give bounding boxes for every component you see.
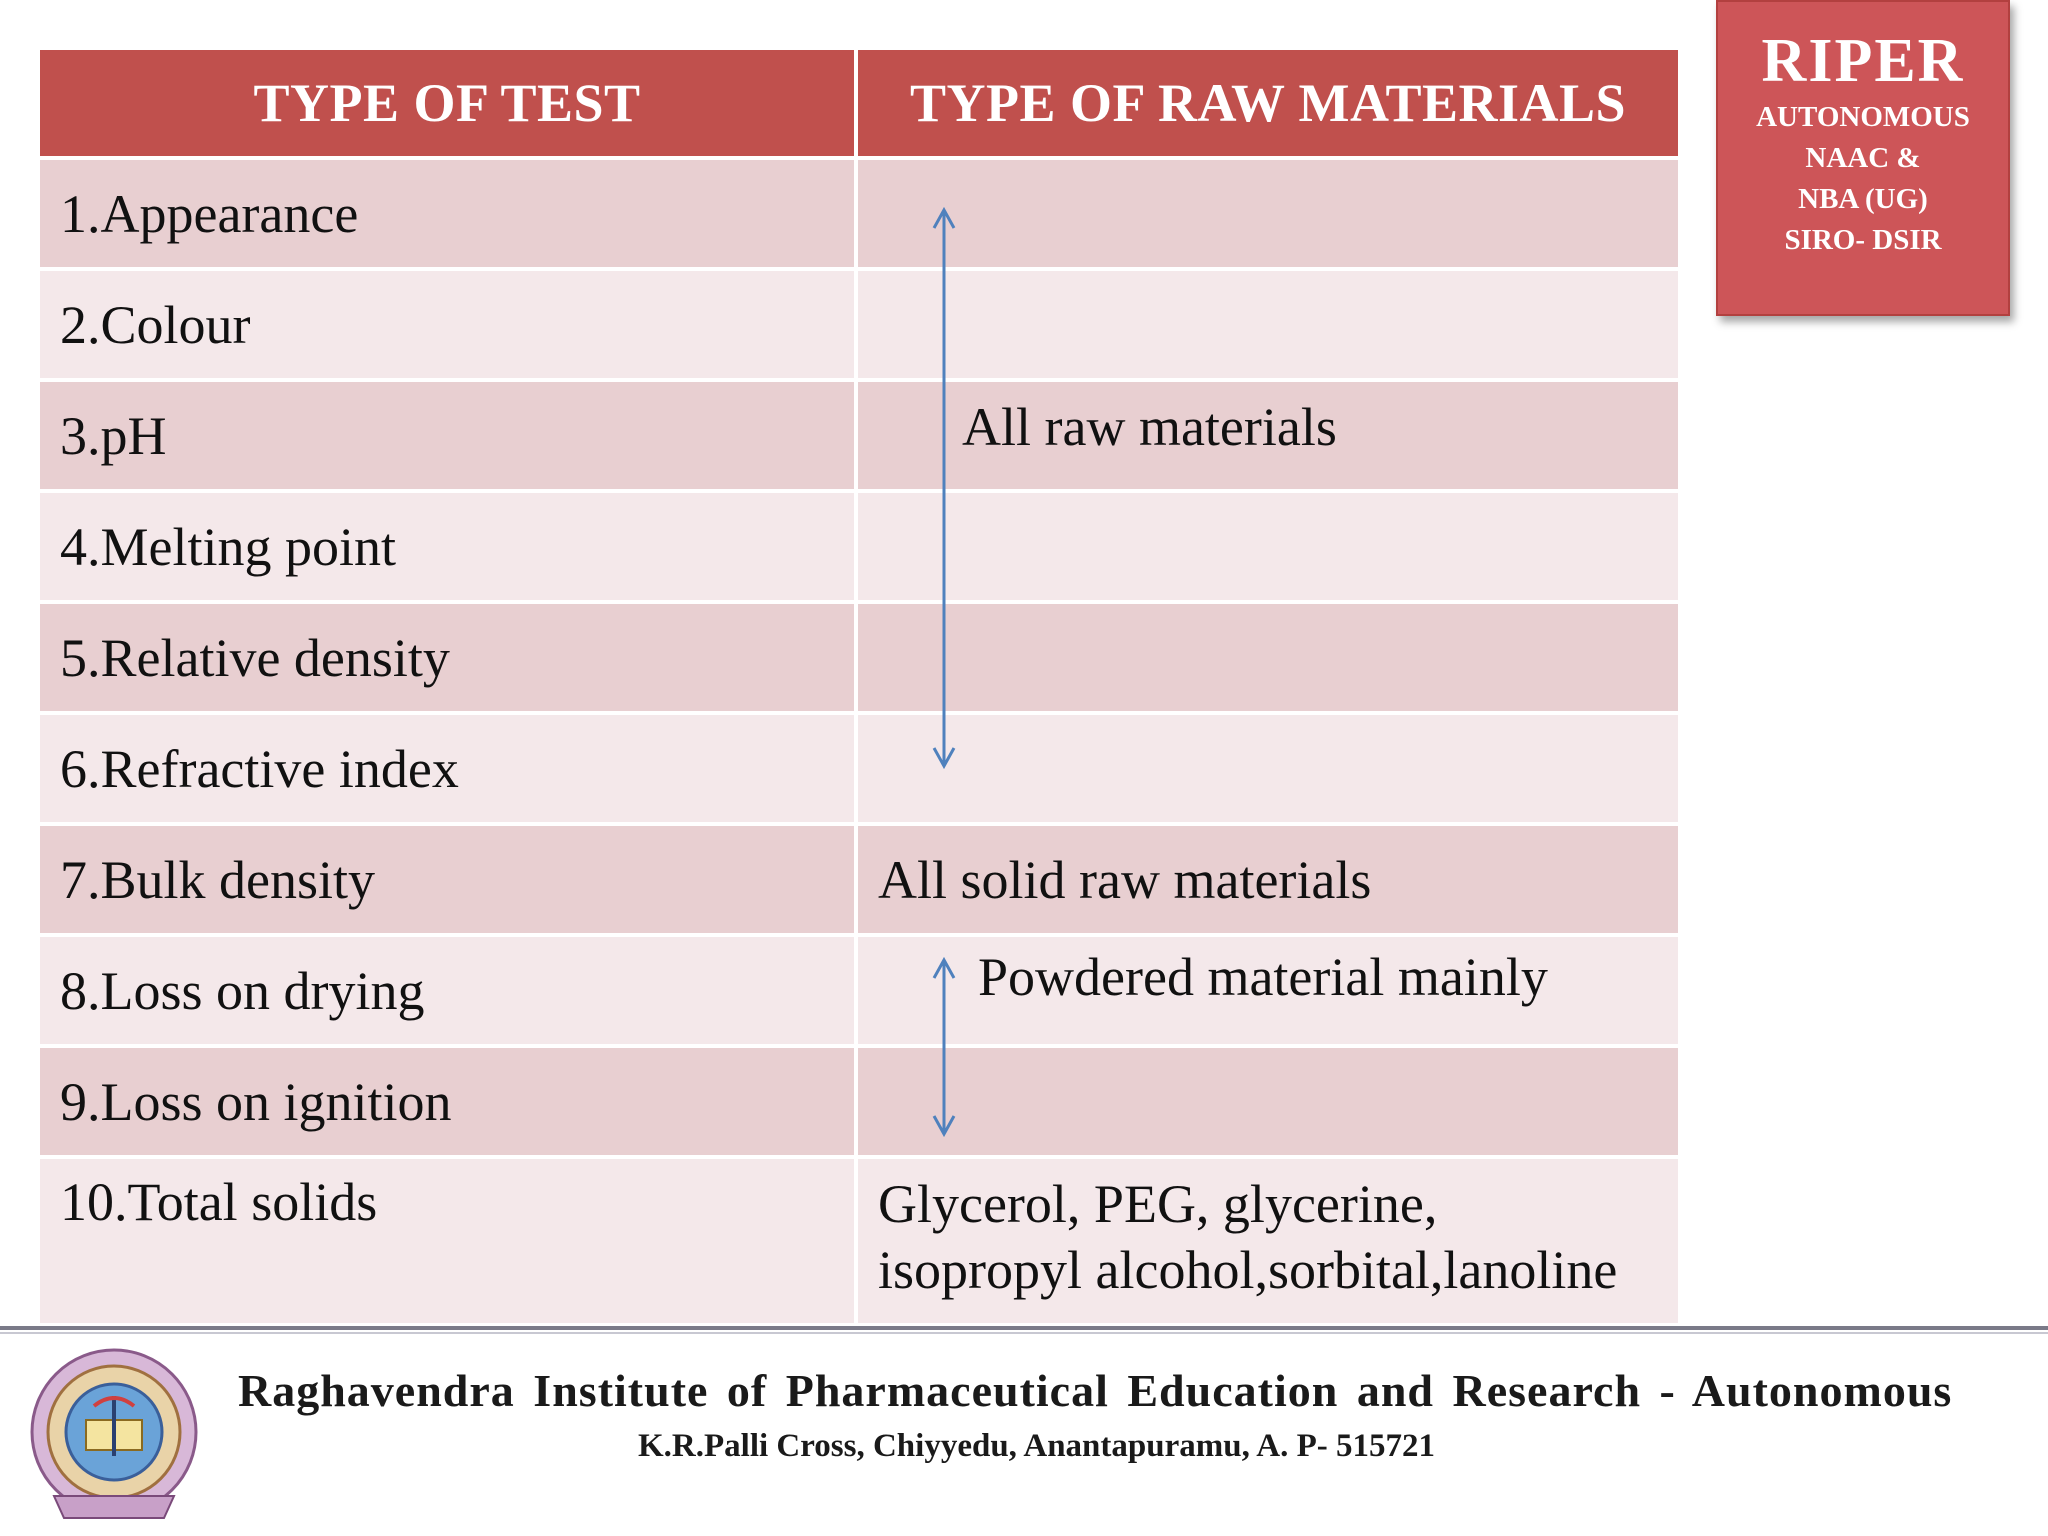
test-cell: 2.Colour bbox=[38, 269, 856, 380]
table-row bbox=[38, 491, 1680, 602]
powdered-material-label: Powdered material mainly bbox=[978, 947, 1548, 1007]
header-type-of-raw-materials: TYPE OF RAW MATERIALS bbox=[856, 48, 1680, 158]
materials-cell bbox=[856, 1157, 1680, 1325]
materials-cell bbox=[856, 269, 1680, 380]
table-row bbox=[38, 1157, 1680, 1325]
logo-line-naac: NAAC & bbox=[1805, 142, 1921, 174]
logo-title: RIPER bbox=[1761, 27, 1965, 95]
test-cell: 9.Loss on ignition bbox=[38, 1046, 856, 1157]
materials-cell bbox=[856, 158, 1680, 269]
test-cell: 5.Relative density bbox=[38, 602, 856, 713]
institute-seal-icon bbox=[24, 1346, 204, 1526]
all-raw-materials-label: All raw materials bbox=[962, 397, 1337, 457]
table-row bbox=[38, 380, 1680, 491]
logo-line-nba: NBA (UG) bbox=[1798, 183, 1928, 215]
riper-logo-badge bbox=[1716, 0, 2010, 316]
table-row bbox=[38, 713, 1680, 824]
materials-line-2: isopropyl alcohol,sorbital,lanoline bbox=[878, 1240, 1618, 1300]
footer-divider bbox=[0, 1326, 2048, 1330]
test-cell: 10.Total solids bbox=[38, 1157, 856, 1325]
raw-material-tests-table bbox=[38, 48, 1680, 1325]
footer-address: K.R.Palli Cross, Chiyyedu, Anantapuramu, A. P- 515721 bbox=[638, 1428, 1435, 1464]
header-type-of-test: TYPE OF TEST bbox=[38, 48, 856, 158]
test-cell: 8.Loss on drying bbox=[38, 935, 856, 1046]
materials-cell bbox=[856, 713, 1680, 824]
test-cell: 4.Melting point bbox=[38, 491, 856, 602]
test-cell: 6.Refractive index bbox=[38, 713, 856, 824]
test-cell: 7.Bulk density bbox=[38, 824, 856, 935]
materials-line-1: Glycerol, PEG, glycerine, bbox=[878, 1174, 1438, 1234]
table-row bbox=[38, 1046, 1680, 1157]
table-row bbox=[38, 824, 1680, 935]
test-cell: 3.pH bbox=[38, 380, 856, 491]
test-cell: 1.Appearance bbox=[38, 158, 856, 269]
logo-line-autonomous: AUTONOMOUS bbox=[1756, 101, 1970, 133]
materials-cell bbox=[856, 1046, 1680, 1157]
footer-institute-name: Raghavendra Institute of Pharmaceutical Education and Research - Autonomous bbox=[238, 1365, 1953, 1416]
footer-divider-shadow bbox=[0, 1332, 2048, 1334]
table-header-row bbox=[38, 48, 1680, 158]
table-row bbox=[38, 158, 1680, 269]
table-row bbox=[38, 269, 1680, 380]
materials-cell bbox=[856, 491, 1680, 602]
table-row bbox=[38, 602, 1680, 713]
materials-cell bbox=[856, 602, 1680, 713]
logo-line-siro: SIRO- DSIR bbox=[1784, 224, 1942, 256]
materials-cell: All solid raw materials bbox=[856, 824, 1680, 935]
